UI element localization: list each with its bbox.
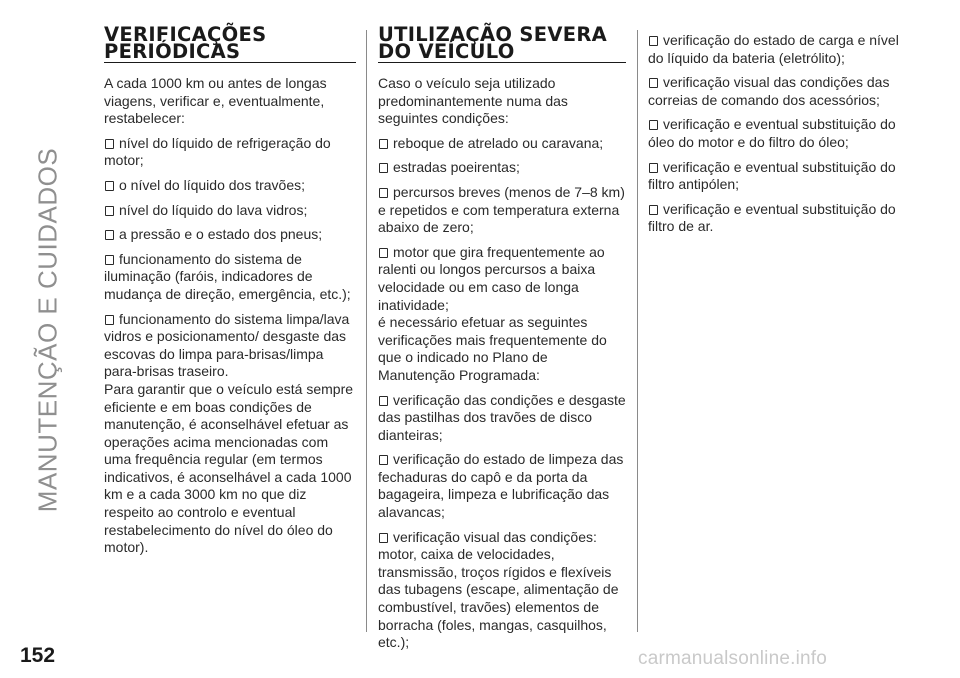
checkbox-bullet-icon	[649, 120, 658, 130]
list-item: verificação do estado de limpeza das fechaduras do capô e da porta da bagageira, limpeza e lubrificação das alavancas;	[378, 451, 624, 521]
list-item: verificação do estado de carga e nível do líquido da bateria (eletrólito);	[648, 32, 899, 66]
list-item: verificação visual das condições das correias de comando dos acessórios;	[648, 74, 890, 108]
list-item: percursos breves (menos de 7–8 km) e repetidos e com temperatura externa abaixo de zero;	[378, 183, 625, 236]
chapter-side-title: MANUTENÇÃO E CUIDADOS	[32, 147, 63, 513]
periodic-checks-section	[104, 23, 356, 564]
column-divider	[637, 30, 638, 632]
list-item: estradas poeirentas;	[378, 159, 626, 177]
checkbox-bullet-icon	[649, 163, 658, 173]
checkbox-bullet-icon	[379, 455, 388, 465]
list-item: reboque de atrelado ou caravana;	[378, 135, 626, 153]
checkbox-bullet-icon	[649, 78, 658, 88]
checkbox-bullet-icon	[105, 181, 114, 191]
checkbox-bullet-icon	[379, 188, 388, 198]
checkbox-bullet-icon	[649, 205, 658, 215]
list-item: funcionamento do sistema de iluminação (faróis, indicadores de mudança de direção, emergência, etc.);	[104, 250, 351, 302]
list-item: verificação visual das condições: motor, caixa de velocidades, transmissão, troços rígidos e flexíveis das tubagens (escape, alimentação de combustível, travões) elementos de borracha (foles, mangas, casquilhos, etc.);	[378, 528, 619, 651]
severe-use-continued	[648, 32, 908, 243]
list-item: o nível do líquido dos travões;	[104, 177, 356, 195]
section-title: UTILIZAÇÃO SEVERA DO VEÍCULO	[378, 26, 626, 63]
checkbox-bullet-icon	[105, 230, 114, 240]
paragraph: Caso o veículo seja utilizado predominantemente numa das seguintes condições:	[378, 75, 568, 127]
list-item: verificação e eventual substituição do filtro antipólen;	[648, 158, 896, 193]
severe-use-section	[378, 23, 626, 659]
checkbox-bullet-icon	[379, 139, 388, 149]
checkbox-bullet-icon	[105, 139, 114, 149]
list-item: verificação e eventual substituição do óleo do motor e do filtro do óleo;	[648, 116, 896, 150]
checkbox-bullet-icon	[379, 248, 388, 258]
paragraph: Para garantir que o veículo está sempre eficiente e em boas condições de manutenção, é aconselhável efetuar as operações acima mencionadas com uma frequência regular (em termos indicativos, é aconselhável a cada 1000 km e a cada 3000 km no que diz respeito ao controlo e eventual restabelecimento do nível do óleo do motor).	[104, 380, 354, 556]
checkbox-bullet-icon	[379, 396, 388, 406]
paragraph: A cada 1000 km ou antes de longas viagens, verificar e, eventualmente, restabelecer:	[104, 75, 327, 127]
list-item: nível do líquido de refrigeração do motor;	[104, 134, 331, 169]
checkbox-bullet-icon	[105, 255, 114, 265]
checkbox-bullet-icon	[649, 36, 658, 46]
checkbox-bullet-icon	[379, 533, 388, 543]
watermark-url: carmanualsonline.info	[638, 648, 828, 669]
checkbox-bullet-icon	[379, 163, 388, 173]
list-item: nível do líquido do lava vidros;	[104, 202, 356, 220]
section-title: VERIFICAÇÕES PERIÓDICAS	[104, 26, 356, 63]
paragraph: é necessário efetuar as seguintes verificações mais frequentemente do que o indicado no Plano de Manutenção Programada:	[378, 314, 607, 383]
page-number: 152	[20, 644, 56, 667]
list-item: funcionamento do sistema limpa/lava vidros e posicionamento/ desgaste das escovas do limpa para-brisas/limpa para-brisas traseiro.	[104, 310, 350, 380]
list-item: verificação das condições e desgaste das pastilhas dos travões de disco dianteiras;	[378, 391, 626, 443]
column-divider	[366, 30, 367, 632]
list-item: a pressão e o estado dos pneus;	[104, 226, 356, 244]
list-item: verificação e eventual substituição do filtro de ar.	[648, 200, 896, 235]
list-item: motor que gira frequentemente ao ralenti ou longos percursos a baixa velocidade ou em caso de longa inatividade;	[378, 243, 605, 313]
checkbox-bullet-icon	[105, 206, 114, 216]
checkbox-bullet-icon	[105, 315, 114, 325]
